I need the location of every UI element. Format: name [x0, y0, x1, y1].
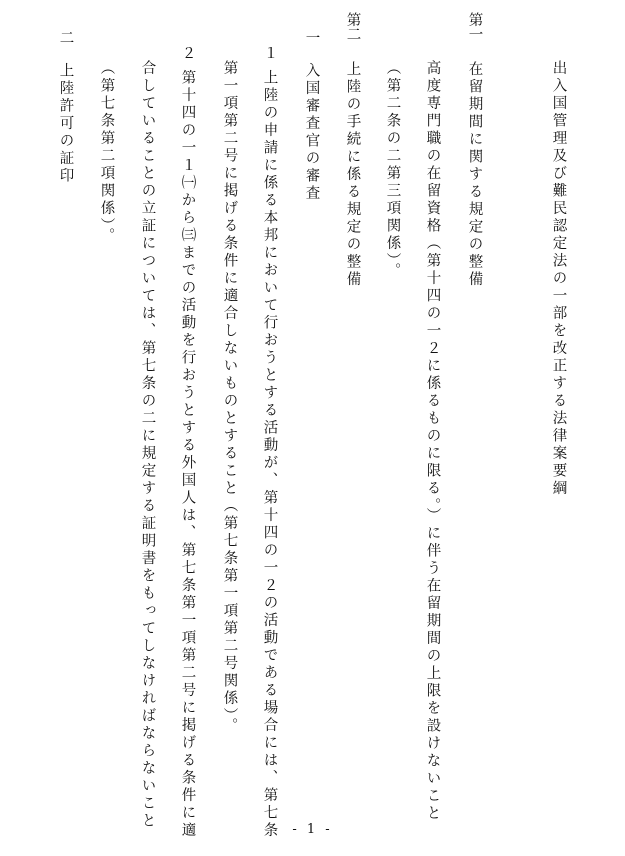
item-2-text-1: 第十四の一１㈠から㈢までの活動を行おうとする外国人は、第七条第一項第二号に掲げる条件に適: [179, 69, 196, 840]
item-2-line-3: （第七条第二項関係）。: [98, 60, 115, 246]
subsection-1-mark: 一: [303, 30, 320, 45]
subsection-1-title: 入国審査官の審査: [303, 62, 320, 203]
item-2-mark: ２: [179, 45, 196, 60]
section-1-mark: 第一: [466, 12, 483, 41]
item-1-mark: １: [261, 45, 278, 60]
subsection-1-heading: [304, 30, 319, 203]
item-1-line-1: [262, 45, 277, 840]
section-2-title: 上陸の手続に係る規定の整備: [344, 61, 361, 289]
section-2-heading: [345, 12, 360, 289]
subsection-2-title: 上陸許可の証印: [57, 62, 74, 185]
document-title: 出入国管理及び難民認定法の一部を改正する法律案要綱: [550, 60, 567, 498]
section-1-title: 在留期間に関する規定の整備: [466, 61, 483, 289]
item-2-line-2: 合していることの立証については、第七条の二に規定する証明書をもってしなければならないこと: [139, 60, 156, 830]
item-2-line-1: [180, 45, 195, 840]
subsection-2-heading: [58, 30, 73, 185]
item-1-text-1: 上陸の申請に係る本邦において行おうとする活動が、第十四の一２の活動である場合には、第七条: [261, 69, 278, 840]
item-1-line-2: 第一項第二号に掲げる条件に適合しないものとすること（第七条第一項第二号関係）。: [221, 60, 238, 736]
subsection-2-mark: 二: [57, 30, 74, 45]
section-2-mark: 第二: [344, 12, 361, 41]
section-1-body-line-1: 高度専門職の在留資格（第十四の一２に係るものに限る。）に伴う在留期間の上限を設けないこと: [424, 60, 441, 823]
section-1-body-line-2: （第二条の二第三項関係）。: [384, 60, 401, 281]
section-1-heading: [467, 12, 482, 289]
page-number: - 1 -: [292, 822, 333, 837]
